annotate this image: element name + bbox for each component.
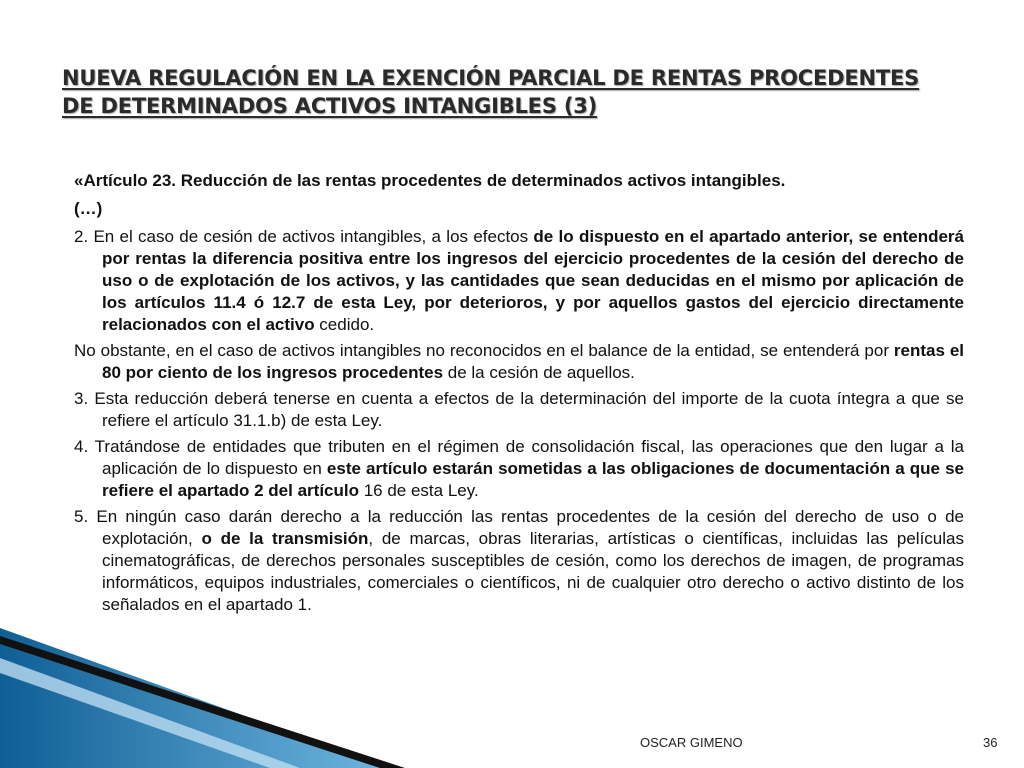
paragraph-3: 3. Esta reducción deberá tenerse en cuenta a efectos de la determinación del importe de la cuota íntegra a que se refiere el artículo 31.1.b) de esta Ley. [74,389,964,430]
paragraph-no-obstante: No obstante, en el caso de activos intangibles no reconocidos en el balance de la entidad, se entenderá por rentas el 80 por ciento de los ingresos procedentes de la cesión de aquellos. [74,341,964,382]
paragraph-4: 4. Tratándose de entidades que tributen en el régimen de consolidación fiscal, las operaciones que den lugar a la aplicación de lo dispuesto en este artículo estarán sometidas a las obligaciones de documentación a que se refiere el apartado 2 del artículo 16 de esta Ley. [74,437,964,500]
paragraph-5: 5. En ningún caso darán derecho a la reducción las rentas procedentes de la cesión del derecho de uso o de explotación, o de la transmisión, de marcas, obras literarias, artísticas o científicas, incluidas las películas cinematográficas, de derechos personales susceptibles de cesión, como los derechos de imagen, de programas informáticos, equipos industriales, comerciales o científicos, ni de cualquier otro derecho o activo distinto de los señalados en el apartado 1. [74,507,964,614]
slide-title [62,64,962,120]
slide-title-line-1: NUEVA REGULACIÓN EN LA EXENCIÓN PARCIAL DE RENTAS PROCEDENTES [62,66,920,90]
paragraph-2: 2. En el caso de cesión de activos intangibles, a los efectos de lo dispuesto en el apartado anterior, se entenderá por rentas la diferencia positiva entre los ingresos del ejercicio procedentes de la cesión del derecho de uso o de explotación de los activos, y las cantidades que sean deducidas en el mismo por aplicación de los artículos 11.4 ó 12.7 de esta Ley, por deterioros, y por aquellos gastos del ejercicio directamente relacionados con el activo cedido. [74,227,964,334]
ellipsis: (…) [74,199,103,218]
page-number: 36 [983,735,998,750]
article-text [74,170,964,620]
slide-title-line-2: DE DETERMINADOS ACTIVOS INTANGIBLES (3) [62,94,598,118]
decorative-stripes [0,628,700,768]
footer-author: OSCAR GIMENO [640,735,743,750]
article-heading: «Artículo 23. Reducción de las rentas procedentes de determinados activos intangibles. [74,171,786,190]
